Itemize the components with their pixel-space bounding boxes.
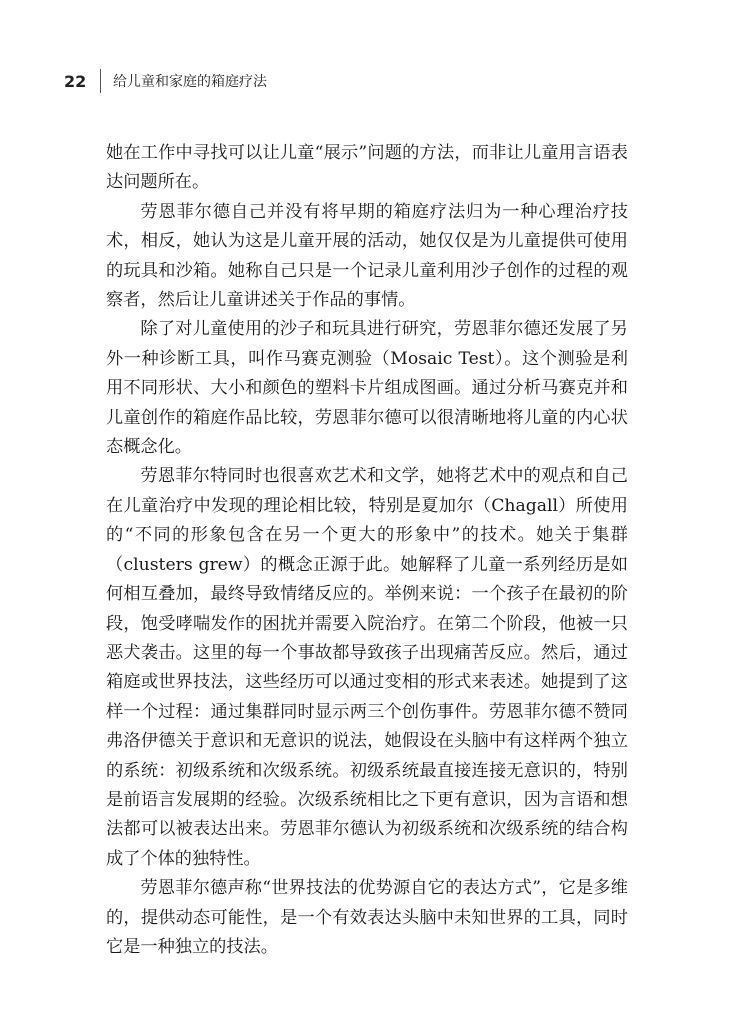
- paragraph: 劳恩菲尔德声称“世界技法的优势源自它的表达方式”，它是多维的，提供动态可能性，是一个有效表达头脑中未知世界的工具，同时它是一种独立的技法。: [106, 878, 628, 957]
- page-number: 22: [64, 71, 87, 91]
- paragraph: 劳恩菲尔德自己并没有将早期的箱庭疗法归为一种心理治疗技术，相反，她认为这是儿童开展的活动，她仅仅是为儿童提供可使用的玩具和沙箱。她称自己只是一个记录儿童利用沙子创作的过程的观察者，然后让儿童讲述关于作品的事情。: [106, 201, 628, 311]
- paragraph: 除了对儿童使用的沙子和玩具进行研究，劳恩菲尔德还发展了另外一种诊断工具，叫作马赛克测验（Mosaic Test）。这个测验是利用不同形状、大小和颜色的塑料卡片组成图画。通过分析马赛克并和儿童创作的箱庭作品比较，劳恩菲尔德可以很清晰地将儿童的内心状态概念化。: [106, 319, 628, 458]
- body-text: [106, 139, 628, 962]
- header-divider: [100, 69, 101, 93]
- paragraph: 劳恩菲尔特同时也很喜欢艺术和文学，她将艺术中的观点和自己在儿童治疗中发现的理论相比较，特别是夏加尔（Chagall）所使用的“不同的形象包含在另一个更大的形象中”的技术。她关于集群（clusters grew）的概念正源于此。她解释了儿童一系列经历是如何相互叠加，最终导致情绪反应的。举例来说：一个孩子在最初的阶段，饱受哮喘发作的困扰并需要入院治疗。在第二个阶段，他被一只恶犬袭击。这里的每一个事故都导致孩子出现痛苦反应。然后，通过箱庭或世界技法，这些经历可以通过变相的形式来表述。她提到了这样一个过程：通过集群同时显示两三个创伤事件。劳恩菲尔德不赞同弗洛伊德关于意识和无意识的说法，她假设在头脑中有这样两个独立的系统：初级系统和次级系统。初级系统最直接连接无意识的，特别是前语言发展期的经验。次级系统相比之下更有意识，因为言语和想法都可以被表达出来。劳恩菲尔德认为初级系统和次级系统的结合构成了个体的独特性。: [106, 466, 628, 869]
- paragraph-continuation: 她在工作中寻找可以让儿童“展示”问题的方法，而非让儿童用言语表达问题所在。: [106, 143, 628, 193]
- book-title: 给儿童和家庭的箱庭疗法: [113, 74, 267, 90]
- running-header: [64, 68, 267, 94]
